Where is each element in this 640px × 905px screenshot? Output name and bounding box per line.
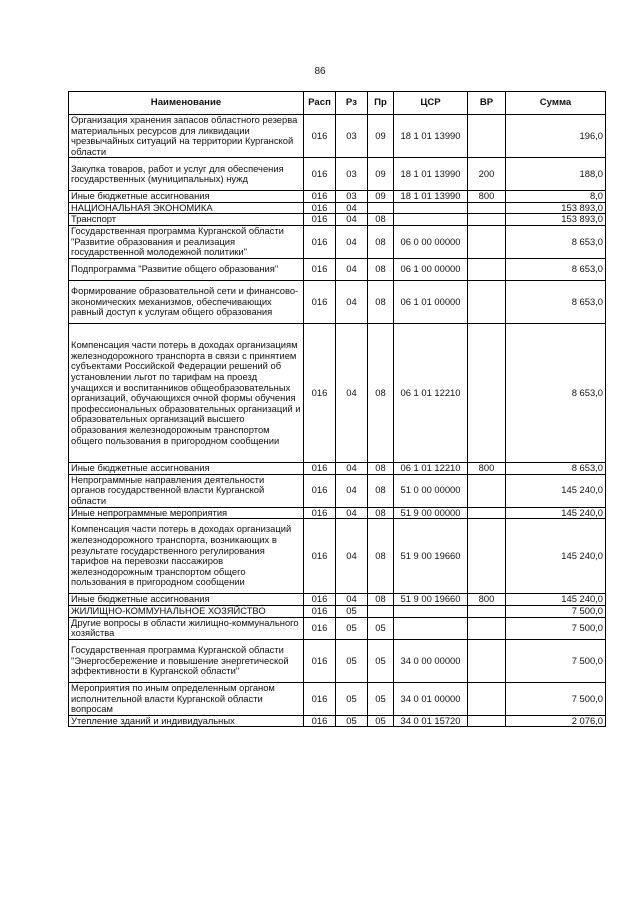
- cell-pr: [368, 605, 394, 617]
- cell-name: Иные непрограммные мероприятия: [69, 507, 304, 519]
- cell-sum: 2 076,0: [506, 715, 606, 727]
- cell-csr: 34 0 01 15720: [394, 715, 468, 727]
- table-header-row: [69, 92, 606, 115]
- table-row: [69, 715, 606, 727]
- cell-name: Иные бюджетные ассигнования: [69, 463, 304, 475]
- cell-name: Непрограммные направления деятельности органов государственной власти Курганской области: [69, 474, 304, 507]
- cell-pr: 08: [368, 225, 394, 258]
- cell-vr: 200: [468, 158, 506, 191]
- header-vr: ВР: [468, 92, 506, 115]
- cell-pr: 08: [368, 474, 394, 507]
- header-csr: ЦСР: [394, 92, 468, 115]
- cell-sum: 145 240,0: [506, 474, 606, 507]
- cell-sum: 153 893,0: [506, 202, 606, 214]
- cell-sum: 145 240,0: [506, 507, 606, 519]
- cell-rasp: 016: [304, 158, 336, 191]
- cell-pr: 05: [368, 715, 394, 727]
- cell-vr: [468, 225, 506, 258]
- cell-pr: 08: [368, 324, 394, 463]
- cell-sum: 145 240,0: [506, 519, 606, 594]
- table-row: [69, 202, 606, 214]
- cell-sum: 8 653,0: [506, 225, 606, 258]
- cell-pr: [368, 202, 394, 214]
- cell-vr: [468, 605, 506, 617]
- cell-rasp: 016: [304, 280, 336, 323]
- cell-name: Государственная программа Курганской области "Энергосбережение и повышение энергетической эффективности в Курганской области": [69, 639, 304, 682]
- cell-vr: [468, 507, 506, 519]
- table-row: [69, 225, 606, 258]
- table-row: [69, 214, 606, 226]
- table-row: [69, 191, 606, 203]
- cell-csr: 34 0 00 00000: [394, 639, 468, 682]
- cell-csr: 51 0 00 00000: [394, 474, 468, 507]
- cell-name: Утепление зданий и индивидуальных: [69, 715, 304, 727]
- cell-pr: 09: [368, 115, 394, 158]
- cell-pr: 08: [368, 214, 394, 226]
- cell-csr: 06 1 00 00000: [394, 258, 468, 280]
- cell-vr: [468, 324, 506, 463]
- cell-vr: 800: [468, 463, 506, 475]
- cell-rasp: 016: [304, 115, 336, 158]
- cell-csr: 51 9 00 19660: [394, 594, 468, 606]
- cell-pr: 08: [368, 258, 394, 280]
- cell-rasp: 016: [304, 507, 336, 519]
- cell-rasp: 016: [304, 715, 336, 727]
- cell-rz: 04: [336, 214, 368, 226]
- cell-name: Подпрограмма "Развитие общего образования": [69, 258, 304, 280]
- cell-csr: 06 1 01 00000: [394, 280, 468, 323]
- cell-rasp: 016: [304, 617, 336, 639]
- cell-rasp: 016: [304, 258, 336, 280]
- cell-rasp: 016: [304, 519, 336, 594]
- cell-rz: 04: [336, 202, 368, 214]
- cell-csr: [394, 605, 468, 617]
- cell-name: Формирование образовательной сети и финансово-экономических механизмов, обеспечивающих равный доступ к услугам общего образования: [69, 280, 304, 323]
- table-body: [69, 115, 606, 727]
- cell-name: Организация хранения запасов областного резерва материальных ресурсов для ликвидации чрезвычайных ситуаций на территории Курганской области: [69, 115, 304, 158]
- table-row: [69, 507, 606, 519]
- cell-sum: 8 653,0: [506, 463, 606, 475]
- cell-rz: 05: [336, 683, 368, 716]
- table-row: [69, 617, 606, 639]
- cell-rasp: 016: [304, 683, 336, 716]
- table-row: [69, 519, 606, 594]
- cell-csr: 51 9 00 00000: [394, 507, 468, 519]
- cell-pr: 09: [368, 158, 394, 191]
- cell-rz: 04: [336, 225, 368, 258]
- cell-rz: 04: [336, 507, 368, 519]
- header-rasp: Расп: [304, 92, 336, 115]
- cell-rz: 04: [336, 258, 368, 280]
- cell-name: Другие вопросы в области жилищно-коммунального хозяйства: [69, 617, 304, 639]
- cell-rz: 04: [336, 594, 368, 606]
- cell-pr: 08: [368, 519, 394, 594]
- cell-csr: 06 1 01 12210: [394, 463, 468, 475]
- table-row: [69, 258, 606, 280]
- cell-csr: [394, 214, 468, 226]
- cell-pr: 08: [368, 594, 394, 606]
- cell-sum: 7 500,0: [506, 605, 606, 617]
- cell-rz: 04: [336, 463, 368, 475]
- cell-rasp: 016: [304, 225, 336, 258]
- table-row: [69, 463, 606, 475]
- cell-csr: 06 0 00 00000: [394, 225, 468, 258]
- cell-rasp: 016: [304, 214, 336, 226]
- cell-rz: 03: [336, 191, 368, 203]
- table-row: [69, 605, 606, 617]
- cell-name: НАЦИОНАЛЬНАЯ ЭКОНОМИКА: [69, 202, 304, 214]
- cell-rz: 05: [336, 605, 368, 617]
- page-number: 86: [314, 66, 326, 77]
- table-row: [69, 474, 606, 507]
- cell-sum: 153 893,0: [506, 214, 606, 226]
- cell-sum: 196,0: [506, 115, 606, 158]
- cell-sum: 8 653,0: [506, 324, 606, 463]
- table-row: [69, 280, 606, 323]
- cell-pr: 05: [368, 683, 394, 716]
- cell-name: Закупка товаров, работ и услуг для обеспечения государственных (муниципальных) нужд: [69, 158, 304, 191]
- header-rz: Рз: [336, 92, 368, 115]
- cell-csr: [394, 617, 468, 639]
- cell-vr: [468, 639, 506, 682]
- cell-rz: 04: [336, 280, 368, 323]
- cell-sum: 7 500,0: [506, 639, 606, 682]
- header-pr: Пр: [368, 92, 394, 115]
- cell-rasp: 016: [304, 639, 336, 682]
- cell-csr: 51 9 00 19660: [394, 519, 468, 594]
- cell-name: Иные бюджетные ассигнования: [69, 594, 304, 606]
- cell-sum: 7 500,0: [506, 683, 606, 716]
- cell-vr: [468, 214, 506, 226]
- cell-pr: 08: [368, 463, 394, 475]
- cell-vr: [468, 683, 506, 716]
- cell-rz: 04: [336, 519, 368, 594]
- cell-vr: [468, 715, 506, 727]
- cell-vr: 800: [468, 191, 506, 203]
- cell-pr: 05: [368, 617, 394, 639]
- cell-name: Компенсация части потерь в доходах организациям железнодорожного транспорта в связи с принятием субъектами Российской Федерации решений об установлении льгот по тарифам на проезд учащихся и воспитанников общеобразовательных организаций, обучающихся очной формы обучения профессиональных образовательных организаций и образовательных организаций высшего образования железнодорожным транспортом общего пользования в пригородном сообщении: [69, 324, 304, 463]
- cell-vr: [468, 474, 506, 507]
- cell-rasp: 016: [304, 605, 336, 617]
- cell-vr: [468, 280, 506, 323]
- header-sum: Сумма: [506, 92, 606, 115]
- cell-vr: [468, 519, 506, 594]
- cell-sum: 7 500,0: [506, 617, 606, 639]
- cell-pr: 05: [368, 639, 394, 682]
- cell-sum: 8 653,0: [506, 280, 606, 323]
- cell-rasp: 016: [304, 474, 336, 507]
- cell-sum: 145 240,0: [506, 594, 606, 606]
- cell-rz: 04: [336, 324, 368, 463]
- table-row: [69, 594, 606, 606]
- cell-csr: 06 1 01 12210: [394, 324, 468, 463]
- cell-rasp: 016: [304, 463, 336, 475]
- cell-pr: 08: [368, 507, 394, 519]
- cell-name: Иные бюджетные ассигнования: [69, 191, 304, 203]
- cell-vr: [468, 202, 506, 214]
- cell-pr: 08: [368, 280, 394, 323]
- cell-csr: [394, 202, 468, 214]
- cell-rz: 04: [336, 474, 368, 507]
- cell-vr: [468, 115, 506, 158]
- cell-vr: 800: [468, 594, 506, 606]
- cell-rasp: 016: [304, 324, 336, 463]
- cell-rasp: 016: [304, 594, 336, 606]
- cell-csr: 18 1 01 13990: [394, 115, 468, 158]
- cell-rasp: 016: [304, 191, 336, 203]
- table-row: [69, 639, 606, 682]
- cell-name: Компенсация части потерь в доходах организаций железнодорожного транспорта, возникающих в результате государственного регулирования тарифов на перевозки пассажиров железнодорожным транспортом общего пользования в пригородном сообщении: [69, 519, 304, 594]
- cell-name: Государственная программа Курганской области "Развитие образования и реализация государственной молодежной политики": [69, 225, 304, 258]
- cell-sum: 8,0: [506, 191, 606, 203]
- cell-rz: 03: [336, 158, 368, 191]
- cell-rz: 05: [336, 715, 368, 727]
- cell-rasp: 016: [304, 202, 336, 214]
- cell-sum: 188,0: [506, 158, 606, 191]
- cell-vr: [468, 617, 506, 639]
- cell-csr: 34 0 01 00000: [394, 683, 468, 716]
- cell-rz: 05: [336, 617, 368, 639]
- table-row: [69, 683, 606, 716]
- cell-name: Мероприятия по иным определенным органом исполнительной власти Курганской области вопросам: [69, 683, 304, 716]
- budget-table: [68, 91, 606, 727]
- cell-pr: 09: [368, 191, 394, 203]
- cell-name: ЖИЛИЩНО-КОММУНАЛЬНОЕ ХОЗЯЙСТВО: [69, 605, 304, 617]
- header-name: Наименование: [69, 92, 304, 115]
- cell-vr: [468, 258, 506, 280]
- cell-sum: 8 653,0: [506, 258, 606, 280]
- cell-csr: 18 1 01 13990: [394, 158, 468, 191]
- cell-rz: 03: [336, 115, 368, 158]
- cell-name: Транспорт: [69, 214, 304, 226]
- table-row: [69, 158, 606, 191]
- cell-rz: 05: [336, 639, 368, 682]
- cell-csr: 18 1 01 13990: [394, 191, 468, 203]
- table-row: [69, 115, 606, 158]
- table-row: [69, 324, 606, 463]
